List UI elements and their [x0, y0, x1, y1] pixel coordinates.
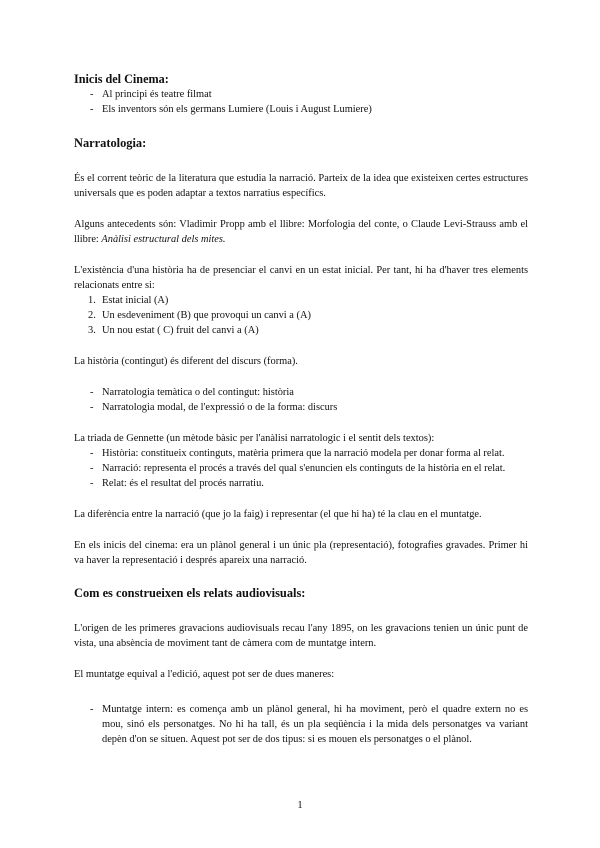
list-item: - Narració: representa el procés a través del qual s'enuncien els continguts de la història en el relat. [74, 461, 528, 476]
paragraph: L'existència d'una història ha de presenciar el canvi en un estat inicial. Per tant, hi ha d'haver tres elements relacionats entre si: [74, 265, 528, 291]
document-body [74, 71, 528, 747]
paragraph: En els inicis del cinema: era un plànol general i un únic pla (representació), fotografies gravades. Primer hi va haver la representació i després apareix una narració. [74, 540, 528, 566]
bullet-list-muntatge [74, 702, 528, 747]
numbered-list [74, 293, 528, 338]
paragraph: La diferència entre la narració (que jo la faig) i representar (el que hi ha) té la clau en el muntatge. [74, 509, 482, 520]
page-number: 1 [297, 799, 303, 811]
paragraph: És el corrent teòric de la literatura que estudia la narració. Parteix de la idea que existeixen certes estructures universals que es poden adaptar a textos narratius específics. [74, 173, 528, 199]
list-item [74, 308, 528, 323]
list-item-text: Un esdeveniment (B) que provoqui un canvi a (A) [102, 310, 311, 321]
paragraph: La triada de Gennette (un mètode bàsic per l'anàlisi narratologic i el sentit dels textos): [74, 433, 435, 444]
list-number: 2. [88, 310, 96, 321]
book-title-italic: Anàlisi estructural dels mites. [101, 234, 226, 245]
bullet-list-inicis [74, 87, 528, 117]
list-item: - Muntatge intern: es comença amb un plànol general, hi ha moviment, però el quadre extern no es mou, sinó els personatges. No hi ha tall, és un pla seqüència i la mida dels personatges va variant depèn d'on se situen. Aquest pot ser de dos tipus: si es mouen els personatges o el plànol. [74, 702, 528, 747]
list-item: - Al principi és teatre filmat [74, 87, 528, 102]
paragraph-text: Alguns antecedents són: Vladimir Propp amb el llibre: Morfologia del conte, o Claude Levi-Strauss amb el llibre: [74, 219, 528, 245]
bullet-list-triad [74, 446, 528, 491]
paragraph: La història (contingut) és diferent del discurs (forma). [74, 356, 298, 367]
list-item: - Narratologia modal, de l'expressió o de la forma: discurs [74, 400, 528, 415]
list-number: 1. [88, 295, 96, 306]
list-item: - Relat: és el resultat del procés narratiu. [74, 476, 528, 491]
paragraph: El muntatge equival a l'edició, aquest pot ser de dues maneres: [74, 669, 335, 680]
list-item [74, 293, 528, 308]
heading-narratologia: Narratologia: [74, 136, 147, 150]
paragraph [74, 217, 528, 247]
list-item: - Narratologia temàtica o del contingut: història [74, 385, 528, 400]
bullet-list-types [74, 385, 528, 415]
list-item: - Història: constitueix continguts, matèria primera que la narració modela per donar forma al relat. [74, 446, 528, 461]
list-item-text: Estat inicial (A) [102, 295, 169, 306]
list-item [74, 323, 528, 338]
list-number: 3. [88, 325, 96, 336]
list-item-text: Un nou estat ( C) fruit del canvi a (A) [102, 325, 259, 336]
list-item: - Els inventors són els germans Lumiere (Louis i August Lumiere) [74, 102, 528, 117]
heading-inicis-cinema: Inicis del Cinema: [74, 72, 169, 86]
heading-relats-audiovisuals: Com es construeixen els relats audiovisuals: [74, 586, 306, 600]
paragraph: L'origen de les primeres gravacions audiovisuals recau l'any 1895, on les gravacions tenien un únic punt de vista, una absència de moviment tant de càmera com de muntatge intern. [74, 623, 528, 649]
